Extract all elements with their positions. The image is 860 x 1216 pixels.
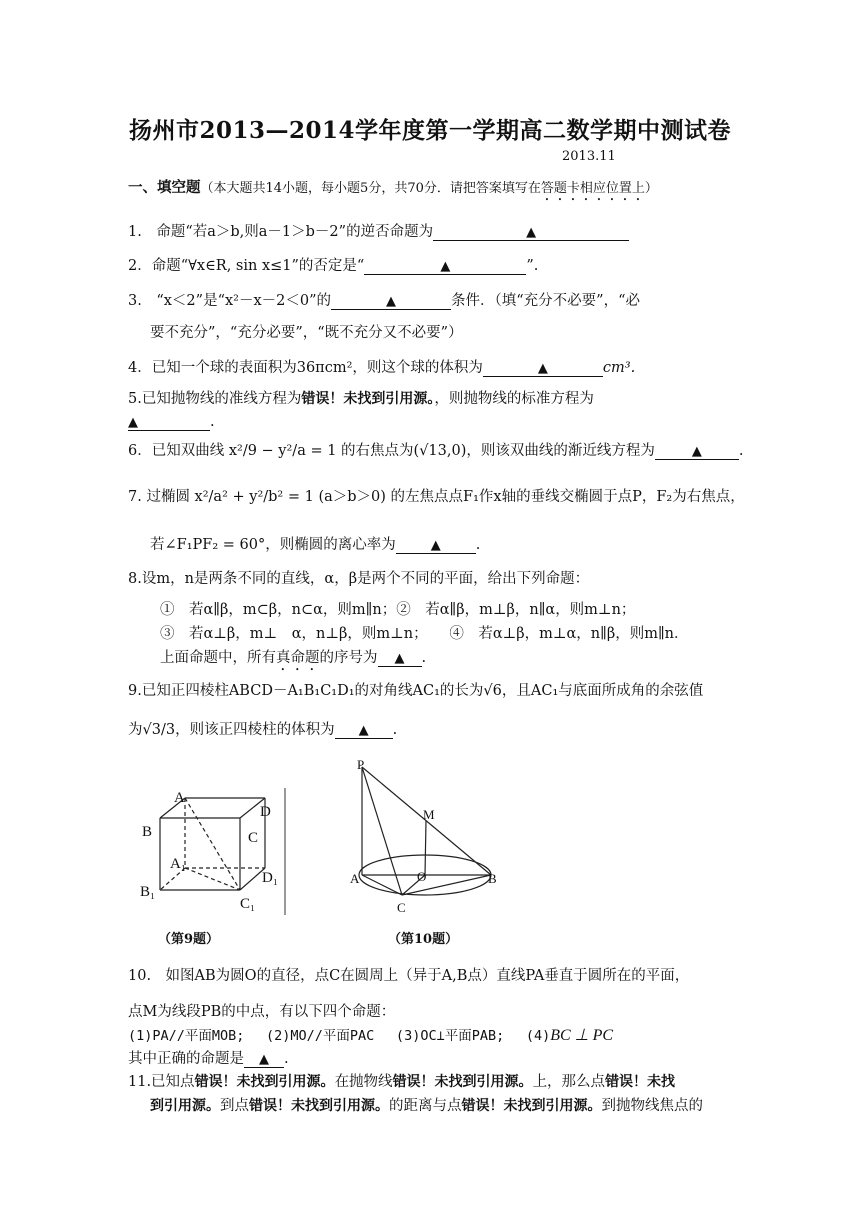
q2-text: 2．命题“∀x∈R, sin x≤1”的否定是“ [128, 258, 365, 274]
q11-error-ref-5: 错误！未找到引用源。 [461, 1098, 602, 1114]
q11-error-ref-1: 错误！未找到引用源。 [194, 1074, 335, 1090]
question-4 [128, 358, 738, 378]
q8-ask [160, 648, 770, 674]
q11-error-ref-2: 错误！未找到引用源。 [392, 1074, 533, 1090]
answer-marker-icon: ▲ [386, 294, 397, 309]
q6-answer-blank[interactable] [655, 443, 739, 460]
question-3-cont: 要不充分”，“充分必要”，“既不充分又不必要”） [150, 325, 463, 341]
q11-text-6: 到抛物线焦点的 [601, 1098, 703, 1114]
question-9-cont [128, 720, 738, 740]
q10-answer-blank[interactable] [244, 1051, 284, 1068]
answer-marker-icon: ▲ [259, 1052, 269, 1067]
question-6 [128, 441, 744, 461]
page-title: 扬州市2013—2014学年度第一学期高二数学期中测试卷 [128, 117, 732, 144]
figure-10-diagram [340, 755, 510, 920]
figure-9-prism [130, 780, 300, 920]
q4-text: 4．已知一个球的表面积为36πcm²，则这个球的体积为 [128, 360, 483, 376]
q4-unit: cm³. [602, 360, 636, 376]
q11-error-ref-4: 错误！未找到引用源。 [249, 1098, 389, 1114]
q7-text: 若∠F₁PF₂ = 60°，则椭圆的离心率为 [150, 537, 396, 553]
question-5-cont [128, 412, 738, 432]
exam-date: 2013.11 [562, 149, 616, 164]
figure-9-caption: （第9题） [158, 932, 220, 947]
q9-end: . [392, 722, 398, 738]
fig9-label-D: D [260, 804, 271, 820]
fig9-label-A1: A₁ [170, 856, 187, 872]
figure-10-caption: （第10题） [388, 932, 459, 947]
q11-error-ref-3-end: 到引用源。 [150, 1098, 220, 1114]
fig9-label-C: C [248, 830, 259, 846]
q6-end: . [738, 443, 744, 459]
question-7-cont [150, 535, 760, 555]
q8-props-1-2: ① 若α∥β，m⊂β，n⊂α，则m∥n；② 若α∥β，m⊥β，n∥α，则m⊥n； [160, 602, 636, 618]
q5-end: . [210, 414, 215, 430]
answer-marker-icon: ▲ [691, 444, 702, 459]
q5-text: 5.已知抛物线的准线方程为 [128, 391, 302, 407]
q9-text: 为√3/3，则该正四棱柱的体积为 [128, 722, 335, 738]
q8-end: . [421, 650, 427, 666]
answer-marker-icon: ▲ [537, 361, 548, 376]
q2-answer-blank[interactable] [364, 258, 526, 275]
answer-marker-icon: ▲ [526, 225, 537, 240]
fig9-label-B1: B₁ [140, 884, 156, 900]
q11-text-5: 的距离与点 [389, 1098, 462, 1114]
section-heading [128, 178, 738, 204]
q3-answer-blank[interactable] [331, 293, 451, 310]
fig10-label-P: P [357, 757, 365, 772]
answer-marker-icon: ▲ [394, 651, 405, 666]
question-8: 8.设m，n是两条不同的直线，α，β是两个不同的平面，给出下列命题： [128, 571, 590, 587]
question-11-cont [150, 1096, 760, 1116]
q11-text-4: 到点 [220, 1098, 249, 1114]
fig10-label-O: O [417, 869, 427, 884]
q11-error-ref-3: 错误！未找 [605, 1074, 676, 1090]
q8-ask-text-end: 的序号为 [319, 650, 378, 666]
q10-prop4: BC ⊥ PC [550, 1027, 614, 1044]
question-3 [128, 291, 738, 311]
fig10-label-A: A [350, 871, 360, 886]
question-5 [128, 389, 738, 409]
fig9-label-B: B [142, 824, 153, 840]
q5-error-ref: 错误！未找到引用源。 [301, 391, 435, 407]
q11-text-2: 在抛物线 [334, 1074, 393, 1090]
q6-text: 6．已知双曲线 x²/9 − y²/a = 1 的右焦点为(√13,0)，则该双曲线的渐近线方程为 [128, 443, 655, 459]
q7-answer-blank[interactable] [396, 537, 476, 554]
question-11 [128, 1072, 738, 1092]
q7-end: . [475, 537, 481, 553]
question-9: 9.已知正四棱柱ABCD－A₁B₁C₁D₁的对角线AC₁的长为√6，且AC₁与底面所成角的余弦值 [128, 683, 704, 699]
fig9-label-D1: D₁ [262, 870, 279, 886]
fig10-label-B: B [488, 871, 497, 886]
fig9-label-C1: C₁ [240, 896, 256, 912]
section-note: （本大题共14小题，每小题5分，共70分．请把答案填写在 [200, 181, 541, 196]
q1-answer-blank[interactable] [433, 224, 629, 241]
q8-ask-text: 上面命题中，所有 [160, 650, 276, 666]
q4-answer-blank[interactable] [483, 360, 603, 377]
section-title: 一、填空题 [128, 179, 201, 196]
q8-ask-emphasis: 真命题 [276, 650, 320, 666]
q5-answer-blank[interactable] [128, 414, 210, 431]
question-2 [128, 256, 738, 276]
q8-props-3-4: ③ 若α⊥β，m⊥ α，n⊥β，则m⊥n； ④ 若α⊥β，m⊥α，n∥β，则m∥n． [160, 626, 689, 642]
question-10-line2: 点M为线段PB的中点，有以下四个命题： [128, 1004, 396, 1020]
q3-text-end: 条件．（填“充分不必要”，“必 [451, 293, 641, 309]
q10-end: . [284, 1051, 289, 1067]
q10-ask-text: 其中正确的命题是 [128, 1051, 244, 1067]
q11-text-3: 上，那么点 [532, 1074, 606, 1090]
question-10: 10. 如图AB为圆O的直径，点C在圆周上（异于A,B点）直线PA垂直于圆所在的平面， [128, 968, 690, 984]
q11-text-1: 11.已知点 [128, 1074, 195, 1090]
q3-text: 3. “x＜2”是“x²－x－2＜0”的 [128, 293, 332, 309]
answer-marker-icon: ▲ [128, 415, 138, 430]
fig10-label-M: M [423, 807, 435, 822]
q8-answer-blank[interactable] [378, 650, 422, 667]
answer-marker-icon: ▲ [358, 723, 369, 738]
question-10-props [128, 1026, 738, 1046]
q10-props-text: (1)PA//平面MOB; (2)MO//平面PAC (3)OC⊥平面PAB; (4) [128, 1028, 551, 1044]
answer-marker-icon: ▲ [430, 538, 441, 553]
question-7: 7. 过椭圆 x²/a² + y²/b² = 1 (a＞b＞0) 的左焦点点F₁作x轴的垂线交椭圆于点P，F₂为右焦点， [128, 489, 745, 505]
section-note-end: ） [644, 181, 658, 196]
q2-text-end: ”. [526, 258, 539, 274]
fig9-label-A: A [174, 790, 185, 806]
q1-text: 1. 命题“若a＞b,则a－1＞b－2”的逆否命题为 [128, 224, 434, 240]
question-10-ask [128, 1049, 738, 1069]
answer-marker-icon: ▲ [440, 259, 451, 274]
fig10-label-C: C [397, 900, 406, 915]
q5-text-end: ，则抛物线的标准方程为 [434, 391, 594, 407]
section-note-emphasis: 答题卡相应位置上 [540, 181, 645, 196]
question-1 [128, 222, 738, 242]
q9-answer-blank[interactable] [335, 722, 393, 739]
